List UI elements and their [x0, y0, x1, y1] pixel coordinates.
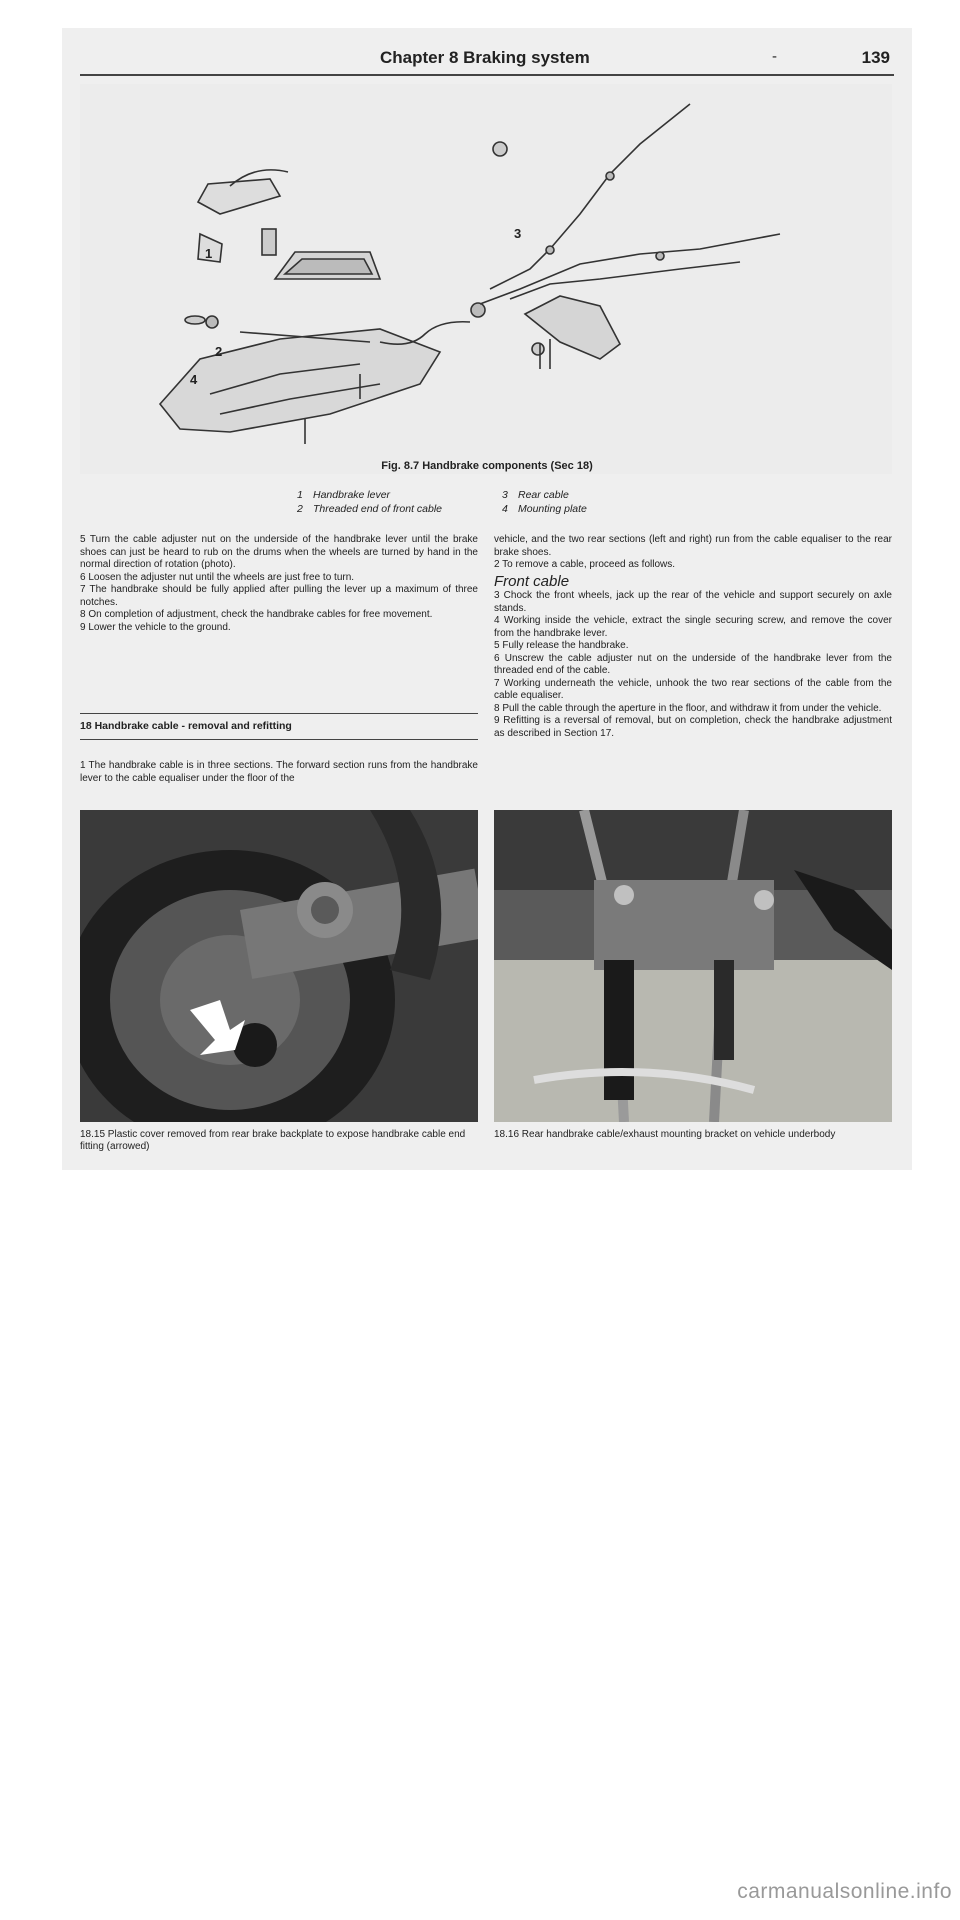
site-watermark: carmanualsonline.info	[737, 1880, 952, 1903]
paragraph: 9 Lower the vehicle to the ground.	[80, 621, 231, 633]
legend-item: 2 Threaded end of front cable	[297, 503, 443, 515]
paragraph: 6 Loosen the adjuster nut until the wheels are just free to turn.	[80, 571, 355, 583]
legend-item: 1 Handbrake lever	[297, 489, 391, 501]
paragraph: 8 Pull the cable through the aperture in the floor, and withdraw it from under the vehicle.	[494, 702, 882, 714]
right-column-text	[494, 534, 892, 740]
callout-4: 4	[190, 372, 198, 387]
paragraph: 6 Unscrew the cable adjuster nut on the underside of the handbrake lever from the threaded end of the cable.	[494, 652, 892, 676]
figure-caption: Fig. 8.7 Handbrake components (Sec 18)	[381, 460, 593, 472]
paragraph: 1 The handbrake cable is in three sections. The forward section runs from the handbrake lever to the cable equaliser under the floor of the	[80, 760, 478, 784]
photo-caption-18-16: 18.16 Rear handbrake cable/exhaust mounting bracket on vehicle underbody	[494, 1129, 836, 1140]
bracket-photo-image	[494, 810, 892, 1122]
section-text	[80, 760, 478, 785]
callout-2: 2	[215, 344, 223, 359]
paragraph: 9 Refitting is a reversal of removal, but on completion, check the handbrake adjustment as described in Section 17.	[494, 715, 892, 739]
page-header	[80, 48, 894, 76]
exploded-diagram	[80, 84, 892, 474]
left-column-text	[80, 534, 478, 634]
photo-brake-backplate	[80, 810, 478, 1122]
figure-legend-left	[297, 488, 442, 516]
paragraph: 7 Working underneath the vehicle, unhook the two rear sections of the cable from the cable equaliser.	[494, 677, 892, 701]
paragraph: vehicle, and the two rear sections (left and right) run from the cable equaliser to the rear brake shoes.	[494, 534, 892, 558]
paragraph: 3 Chock the front wheels, jack up the rear of the vehicle and support securely on axle stands.	[494, 590, 892, 614]
callout-1: 1	[205, 246, 213, 261]
figure-legend-right	[502, 488, 587, 516]
handbrake-components-figure	[80, 84, 892, 474]
subheading-front-cable: Front cable	[494, 572, 570, 590]
paragraph: 5 Turn the cable adjuster nut on the underside of the handbrake lever until the brake shoes can just be heard to rub on the drums when the wheels are turned by hand in the normal direction of rotation (photo).	[80, 534, 478, 570]
paragraph: 8 On completion of adjustment, check the handbrake cables for free movement.	[80, 609, 433, 620]
legend-item: 3 Rear cable	[502, 489, 569, 501]
chapter-title: Chapter 8 Braking system	[380, 48, 590, 67]
legend-item: 4 Mounting plate	[502, 503, 587, 515]
header-dash: -	[772, 48, 777, 65]
backplate-photo-image	[80, 810, 478, 1122]
photo-caption-18-15: 18.15 Plastic cover removed from rear brake backplate to expose handbrake cable end fitting (arrowed)	[80, 1129, 466, 1152]
paragraph: 4 Working inside the vehicle, extract the single securing screw, and remove the cover from the handbrake lever.	[494, 615, 892, 639]
manual-page	[62, 28, 912, 1170]
paragraph: 7 The handbrake should be fully applied after pulling the lever up a maximum of three notches.	[80, 584, 478, 608]
paragraph: 2 To remove a cable, proceed as follows.	[494, 559, 676, 570]
section-heading: 18 Handbrake cable - removal and refitting	[80, 713, 478, 740]
paragraph: 5 Fully release the handbrake.	[494, 640, 629, 651]
photo-cable-bracket	[494, 810, 892, 1122]
page-number: 139	[861, 48, 890, 67]
callout-3: 3	[514, 226, 522, 241]
